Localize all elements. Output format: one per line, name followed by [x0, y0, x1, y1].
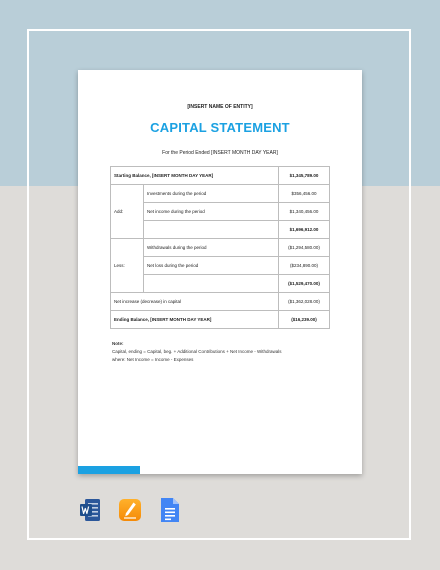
net-change-amount: ($1,362,028.00): [279, 293, 330, 311]
investments-label: Investments during the period: [144, 185, 279, 203]
google-docs-icon[interactable]: [159, 497, 181, 523]
add-group-label: Add:: [111, 185, 144, 239]
ending-balance-label: Ending Balance, [INSERT MONTH DAY YEAR]: [111, 311, 279, 329]
period-line: For the Period Ended [INSERT MONTH DAY YEAR]: [162, 150, 278, 156]
table-row: [111, 293, 330, 311]
net-loss-amount: ($234,890.00): [279, 257, 330, 275]
add-subtotal-spacer: [144, 221, 279, 239]
note-heading: Note:: [112, 341, 124, 346]
net-change-label: Net increase (decrease) in capital: [111, 293, 279, 311]
add-subtotal-amount: $1,696,912.00: [279, 221, 330, 239]
table-row: [111, 203, 330, 221]
withdrawals-label: Withdrawals during the period: [144, 239, 279, 257]
note-definition: where: Net Income = Income - Expenses: [112, 357, 194, 362]
less-subtotal-spacer: [144, 275, 279, 293]
less-subtotal-amount: ($1,529,470.00): [279, 275, 330, 293]
note-section: [112, 340, 281, 364]
table-row: [111, 239, 330, 257]
document-title: CAPITAL STATEMENT: [150, 120, 290, 135]
word-icon[interactable]: [79, 497, 101, 523]
capital-statement-table: [110, 166, 330, 329]
starting-balance-label: Starting Balance, [INSERT MONTH DAY YEAR]: [111, 167, 279, 185]
net-loss-label: Net loss during the period: [144, 257, 279, 275]
table-row: [111, 311, 330, 329]
document-preview: [78, 70, 362, 474]
ending-balance-amount: ($16,239.00): [279, 311, 330, 329]
table-row: [111, 185, 330, 203]
starting-balance-amount: $1,345,789.00: [279, 167, 330, 185]
less-group-label: Less:: [111, 239, 144, 293]
table-row: [111, 275, 330, 293]
net-income-label: Net income during the period: [144, 203, 279, 221]
net-income-amount: $1,340,456.00: [279, 203, 330, 221]
accent-bar: [78, 466, 140, 474]
note-formula: Capital, ending = Capital, beg. + Additional Contributions + Net Income - Withdrawals: [112, 349, 282, 354]
table-row: [111, 257, 330, 275]
withdrawals-amount: ($1,294,580.00): [279, 239, 330, 257]
table-row: [111, 167, 330, 185]
entity-name: [INSERT NAME OF ENTITY]: [187, 104, 253, 110]
investments-amount: $356,456.00: [279, 185, 330, 203]
table-row: [111, 221, 330, 239]
pages-icon[interactable]: [119, 497, 141, 523]
